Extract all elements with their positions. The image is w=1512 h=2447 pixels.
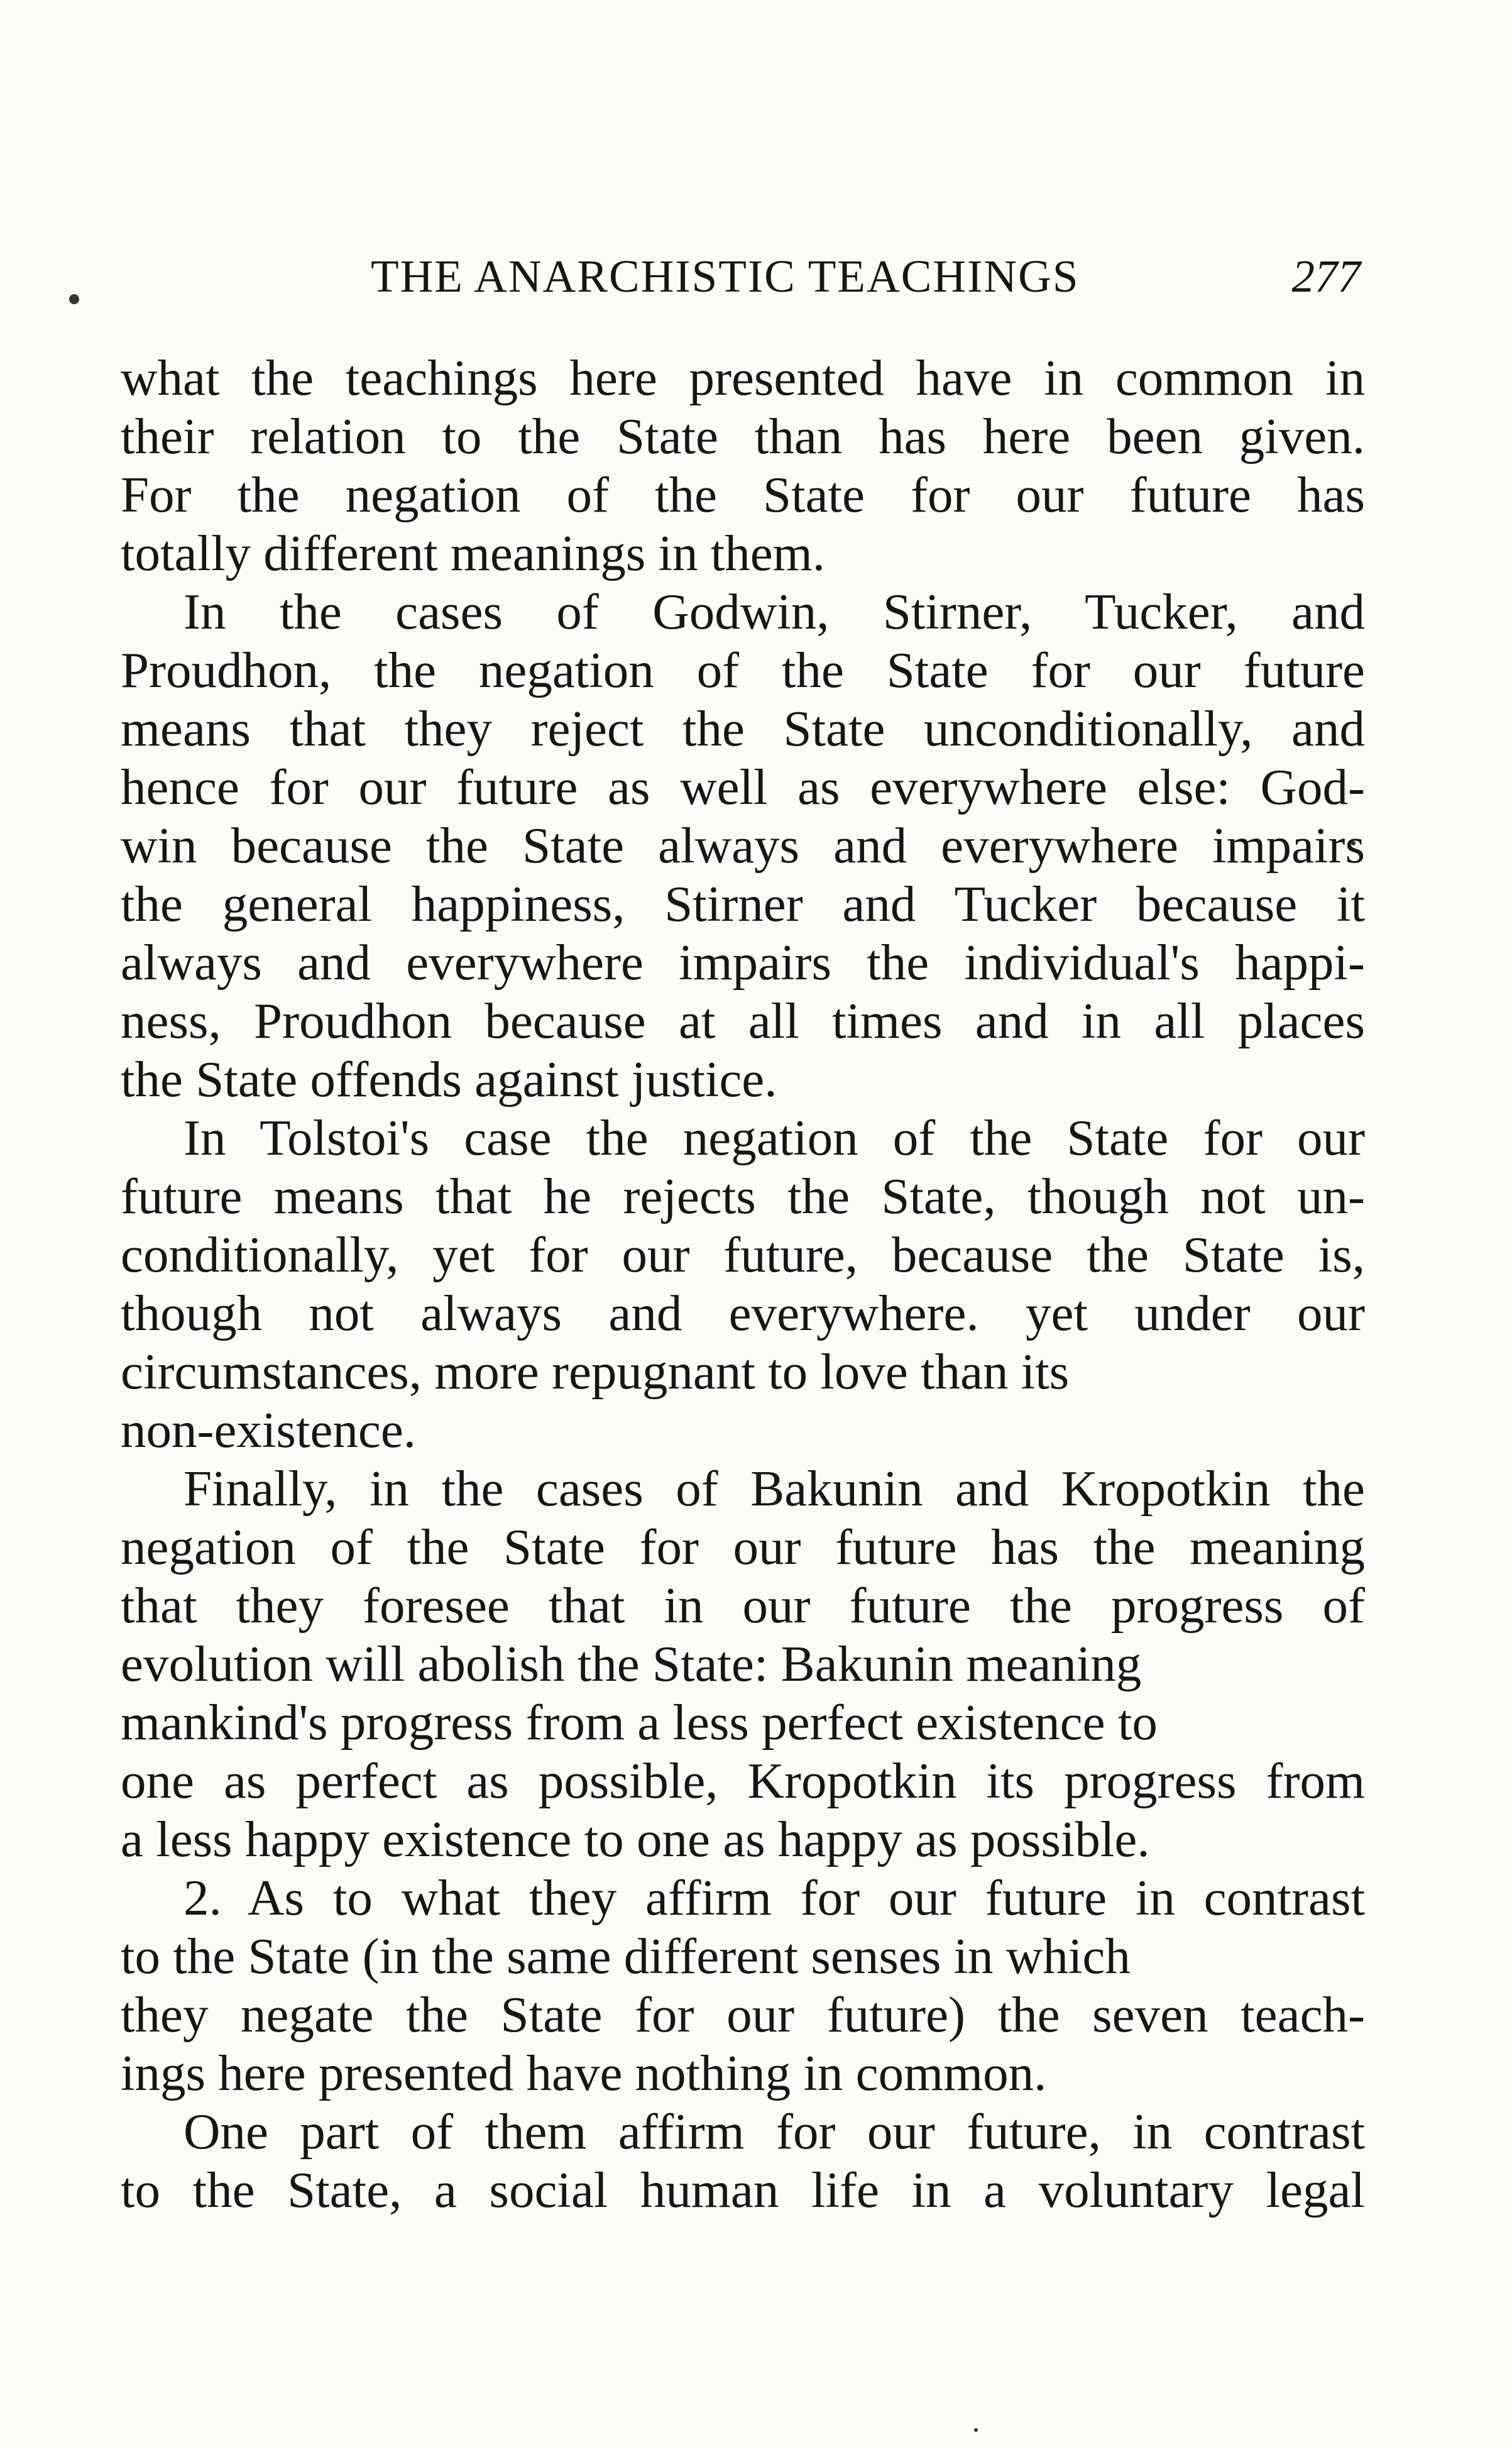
text-line: hence for our future as well as everywhere else: God-: [121, 759, 1365, 815]
text-line: In the cases of Godwin, Stirner, Tucker, and: [184, 583, 1365, 640]
text-line: to the State (in the same different senses in which: [121, 1928, 1131, 1984]
dot-mark: [974, 2428, 978, 2432]
text-line: In Tolstoi's case the negation of the State for our: [184, 1109, 1365, 1166]
text-line: the general happiness, Stirner and Tucker because it: [121, 876, 1365, 932]
text-line: evolution will abolish the State: Bakunin meaning: [121, 1636, 1142, 1692]
text-line: circumstances, more repugnant to love than its: [121, 1343, 1070, 1400]
text-line: For the negation of the State for our future has: [121, 466, 1365, 523]
text-line: win because the State always and everywhere impairs: [121, 817, 1365, 874]
text-line: though not always and everywhere. yet under our: [121, 1285, 1365, 1341]
text-line: 2. As to what they affirm for our future in contrast: [184, 1869, 1365, 1926]
text-line: Finally, in the cases of Bakunin and Kropotkin the: [184, 1460, 1365, 1517]
text-line: the State offends against justice.: [121, 1051, 777, 1108]
text-line: One part of them affirm for our future, in contrast: [184, 2103, 1365, 2160]
text-line: a less happy existence to one as happy as possible.: [121, 1811, 1150, 1867]
running-head: [119, 242, 1361, 311]
text-line: one as perfect as possible, Kropotkin its progress from: [121, 1752, 1365, 1809]
dot-mark: [69, 294, 79, 304]
text-line: negation of the State for our future has the meaning: [121, 1519, 1365, 1575]
text-line: mankind's progress from a less perfect existence to: [121, 1694, 1158, 1751]
text-line: conditionally, yet for our future, because the State is,: [121, 1226, 1365, 1283]
text-line: to the State, a social human life in a voluntary legal: [121, 2162, 1365, 2218]
text-line: ings here presented have nothing in common.: [121, 2045, 1047, 2101]
running-head-title: THE ANARCHISTIC TEACHINGS: [371, 251, 1080, 302]
text-line: future means that he rejects the State, though not un-: [121, 1168, 1365, 1224]
page-number: 277: [1291, 251, 1361, 302]
text-line: ness, Proudhon because at all times and in all places: [121, 993, 1365, 1049]
text-line: Proudhon, the negation of the State for our future: [121, 642, 1365, 698]
text-line: that they foresee that in our future the progress of: [121, 1577, 1365, 1634]
text-line: always and everywhere impairs the individual's happi-: [121, 934, 1365, 991]
text-line: means that they reject the State unconditionally, and: [121, 700, 1365, 757]
text-line: they negate the State for our future) the seven teach-: [121, 1986, 1365, 2043]
text-line: their relation to the State than has here been given.: [121, 408, 1365, 465]
text-line: non-existence.: [121, 1402, 417, 1458]
body-text: [121, 349, 1365, 2219]
text-line: what the teachings here presented have in common in: [121, 349, 1365, 406]
text-line: totally different meanings in them.: [121, 525, 825, 581]
